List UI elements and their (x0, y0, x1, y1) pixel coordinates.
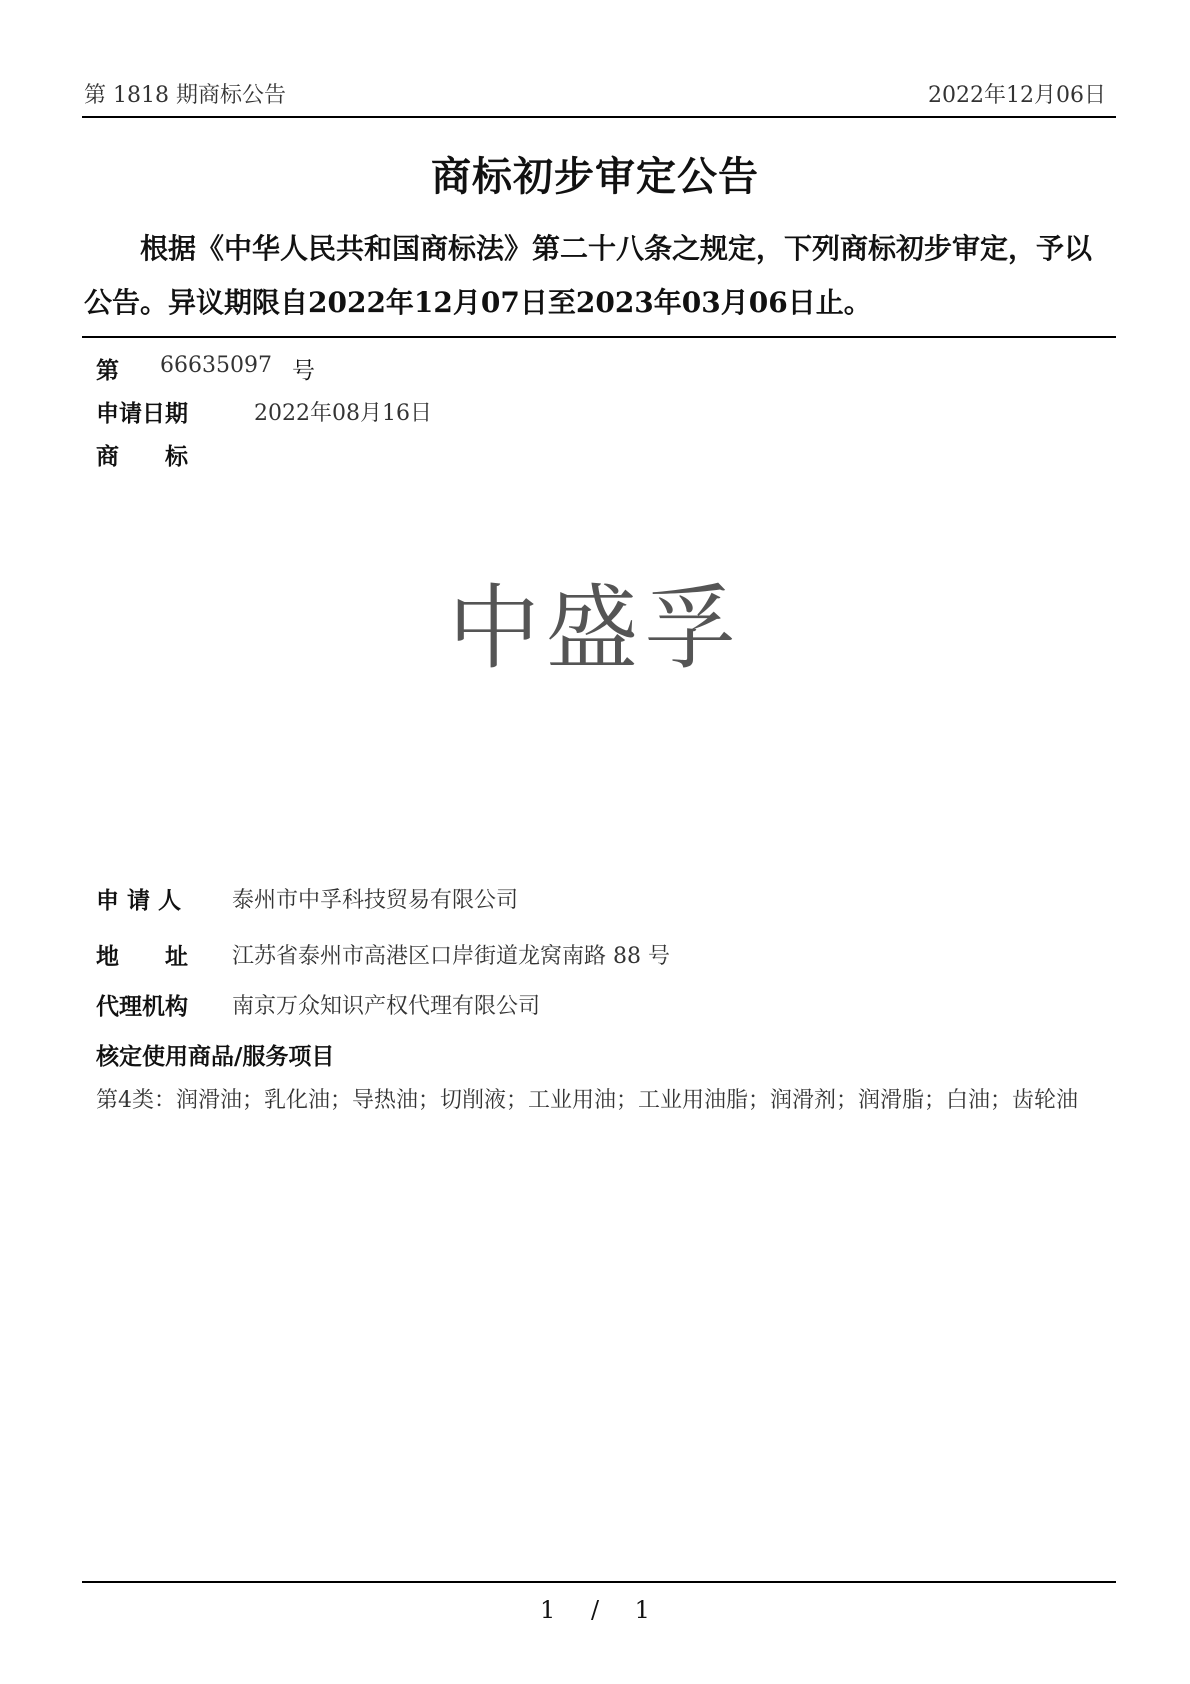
footer-divider (82, 1581, 1116, 1583)
trademark-image-text: 中盛孚 (447, 575, 742, 682)
section-divider (82, 336, 1116, 338)
header-divider (82, 116, 1116, 118)
agent-label: 代理机构 (96, 993, 188, 1020)
agent-name: 南京万众知识产权代理有限公司 (232, 994, 541, 1019)
goods-services-list: 第4类：润滑油；乳化油；导热油；切削液；工业用油；工业用油脂；润滑剂；润滑脂；白油；齿轮油 (96, 1088, 1079, 1113)
page-indicator: 1 / 1 (540, 1596, 650, 1624)
publication-date: 2022年12月06日 (928, 83, 1106, 108)
goods-services-label: 核定使用商品/服务项目 (96, 1043, 335, 1070)
application-number: 66635097 (160, 353, 272, 378)
address-label: 地 址 (96, 943, 188, 970)
application-date: 2022年08月16日 (254, 401, 432, 426)
applicant-label: 申 请 人 (96, 887, 182, 914)
intro-paragraph: 根据《中华人民共和国商标法》第二十八条之规定，下列商标初步审定，予以公告。异议期限自2022年12月07日至2023年03月06日止。 (84, 232, 1093, 319)
applicant-name: 泰州市中孚科技贸易有限公司 (232, 888, 519, 913)
number-label: 第 (96, 357, 119, 384)
issue-number: 第 1818 期商标公告 (84, 83, 286, 108)
page-title: 商标初步审定公告 (431, 153, 759, 200)
application-date-label: 申请日期 (96, 400, 188, 427)
number-suffix: 号 (292, 358, 315, 384)
mark-label: 商 标 (96, 443, 188, 470)
applicant-address: 江苏省泰州市高港区口岸街道龙窝南路 88 号 (232, 944, 670, 969)
